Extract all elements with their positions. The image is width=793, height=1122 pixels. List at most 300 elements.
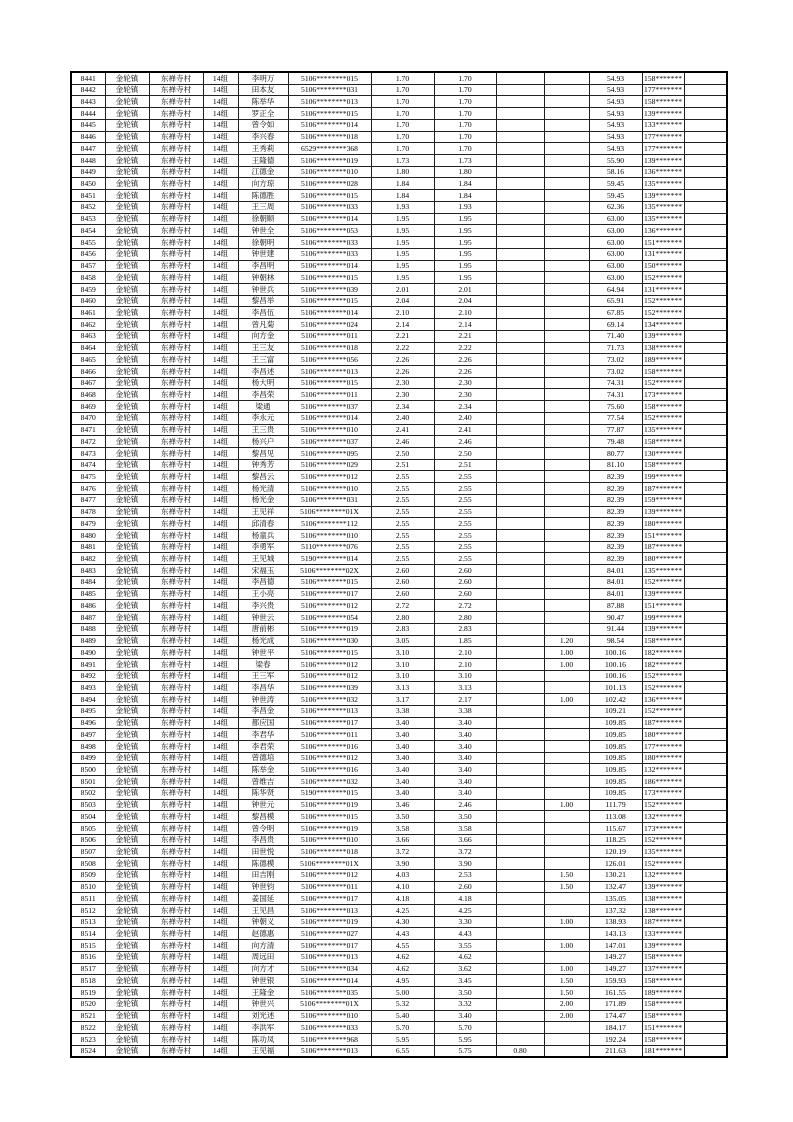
cell-group: 14组: [203, 670, 238, 682]
cell-num4: [544, 623, 589, 635]
cell-blank: [684, 248, 727, 260]
cell-num3: [496, 846, 544, 858]
cell-amount: 113.08: [589, 811, 642, 823]
cell-name: 陈举华: [238, 96, 288, 108]
cell-name: 陈功凤: [238, 1033, 288, 1045]
cell-town: 金轮镇: [105, 436, 149, 448]
cell-num2: 2.04: [434, 295, 496, 307]
cell-village: 东禅寺村: [149, 975, 203, 987]
cell-name: 钟世钧: [238, 881, 288, 893]
cell-blank: [684, 588, 727, 600]
cell-name: 宋福玉: [238, 565, 288, 577]
cell-num3: [496, 553, 544, 565]
cell-group: 14组: [203, 131, 238, 143]
cell-amount: 109.85: [589, 752, 642, 764]
cell-blank: [684, 436, 727, 448]
cell-num2: 5.70: [434, 1022, 496, 1034]
cell-town: 金轮镇: [105, 1022, 149, 1034]
cell-phone: 131*******: [642, 283, 684, 295]
cell-num3: [496, 975, 544, 987]
table-row: [71, 190, 727, 202]
cell-amount: 100.16: [589, 647, 642, 659]
cell-id_number: 5106********095: [288, 448, 371, 460]
cell-num4: 1.50: [544, 975, 589, 987]
cell-village: 东禅寺村: [149, 494, 203, 506]
cell-name: 王三贵: [238, 424, 288, 436]
cell-town: 金轮镇: [105, 401, 149, 413]
cell-phone: 133*******: [642, 928, 684, 940]
cell-index: 8477: [71, 494, 105, 506]
cell-group: 14组: [203, 600, 238, 612]
cell-num3: [496, 600, 544, 612]
cell-num3: [496, 682, 544, 694]
cell-num1: 2.30: [371, 377, 434, 389]
cell-group: 14组: [203, 530, 238, 542]
cell-index: 8522: [71, 1022, 105, 1034]
table-row: [71, 260, 727, 272]
cell-id_number: 5106********013: [288, 96, 371, 108]
table-row: [71, 201, 727, 213]
cell-name: 钟世涛: [238, 694, 288, 706]
cell-phone: 132*******: [642, 869, 684, 881]
cell-blank: [684, 260, 727, 272]
cell-index: 8520: [71, 998, 105, 1010]
cell-town: 金轮镇: [105, 319, 149, 331]
cell-num4: [544, 518, 589, 530]
cell-name: 李兴贵: [238, 600, 288, 612]
cell-phone: 139*******: [642, 623, 684, 635]
cell-village: 东禅寺村: [149, 799, 203, 811]
cell-num1: 2.21: [371, 330, 434, 342]
cell-id_number: 5106********053: [288, 225, 371, 237]
cell-index: 8504: [71, 811, 105, 823]
cell-town: 金轮镇: [105, 740, 149, 752]
cell-blank: [684, 295, 727, 307]
cell-id_number: 5106********016: [288, 740, 371, 752]
cell-town: 金轮镇: [105, 963, 149, 975]
cell-phone: 180*******: [642, 752, 684, 764]
cell-blank: [684, 635, 727, 647]
cell-blank: [684, 178, 727, 190]
cell-num1: 4.55: [371, 940, 434, 952]
cell-phone: 158*******: [642, 401, 684, 413]
cell-num4: [544, 787, 589, 799]
cell-group: 14组: [203, 260, 238, 272]
cell-phone: 173*******: [642, 823, 684, 835]
cell-phone: 158*******: [642, 1010, 684, 1022]
cell-amount: 67.85: [589, 307, 642, 319]
cell-index: 8513: [71, 916, 105, 928]
cell-group: 14组: [203, 705, 238, 717]
cell-num3: [496, 166, 544, 178]
cell-group: 14组: [203, 823, 238, 835]
cell-group: 14组: [203, 319, 238, 331]
cell-group: 14组: [203, 881, 238, 893]
cell-num3: [496, 424, 544, 436]
cell-num3: [496, 729, 544, 741]
cell-group: 14组: [203, 436, 238, 448]
cell-blank: [684, 424, 727, 436]
cell-amount: 126.01: [589, 858, 642, 870]
cell-num1: 1.70: [371, 96, 434, 108]
cell-group: 14组: [203, 412, 238, 424]
cell-num3: [496, 248, 544, 260]
cell-num1: 1.84: [371, 190, 434, 202]
cell-group: 14组: [203, 905, 238, 917]
table-row: [71, 342, 727, 354]
records-table: [70, 71, 728, 1058]
cell-num1: 2.04: [371, 295, 434, 307]
cell-id_number: 5106********010: [288, 1010, 371, 1022]
cell-phone: 152*******: [642, 576, 684, 588]
cell-amount: 143.13: [589, 928, 642, 940]
table-row: [71, 893, 727, 905]
table-row: [71, 740, 727, 752]
cell-blank: [684, 1045, 727, 1057]
cell-village: 东禅寺村: [149, 647, 203, 659]
cell-num2: 1.95: [434, 213, 496, 225]
cell-village: 东禅寺村: [149, 987, 203, 999]
table-row: [71, 401, 727, 413]
cell-group: 14组: [203, 658, 238, 670]
cell-num4: 1.00: [544, 916, 589, 928]
cell-num2: 5.95: [434, 1033, 496, 1045]
cell-id_number: 5106********032: [288, 776, 371, 788]
cell-amount: 137.32: [589, 905, 642, 917]
cell-village: 东禅寺村: [149, 612, 203, 624]
cell-amount: 111.79: [589, 799, 642, 811]
cell-amount: 54.93: [589, 131, 642, 143]
cell-name: 杨光清: [238, 483, 288, 495]
cell-num4: [544, 541, 589, 553]
cell-num4: [544, 401, 589, 413]
cell-num3: [496, 342, 544, 354]
cell-num3: [496, 740, 544, 752]
cell-num2: 2.55: [434, 518, 496, 530]
cell-num2: 1.84: [434, 190, 496, 202]
table-row: [71, 119, 727, 131]
cell-id_number: 5106********02X: [288, 565, 371, 577]
cell-blank: [684, 131, 727, 143]
cell-amount: 161.55: [589, 987, 642, 999]
table-row: [71, 330, 727, 342]
cell-phone: 159*******: [642, 494, 684, 506]
cell-num2: 2.46: [434, 436, 496, 448]
table-row: [71, 576, 727, 588]
cell-phone: 151*******: [642, 600, 684, 612]
cell-id_number: 5106********012: [288, 752, 371, 764]
cell-num2: 2.41: [434, 424, 496, 436]
cell-num2: 1.85: [434, 635, 496, 647]
cell-index: 8510: [71, 881, 105, 893]
cell-phone: 139*******: [642, 940, 684, 952]
cell-group: 14组: [203, 354, 238, 366]
cell-village: 东禅寺村: [149, 143, 203, 155]
cell-town: 金轮镇: [105, 530, 149, 542]
cell-blank: [684, 530, 727, 542]
cell-group: 14组: [203, 401, 238, 413]
cell-name: 江德金: [238, 166, 288, 178]
cell-amount: 63.00: [589, 225, 642, 237]
cell-num2: 1.70: [434, 143, 496, 155]
cell-id_number: 5106********015: [288, 272, 371, 284]
cell-index: 8484: [71, 576, 105, 588]
cell-index: 8488: [71, 623, 105, 635]
cell-id_number: 5106********019: [288, 623, 371, 635]
cell-num1: 2.41: [371, 424, 434, 436]
cell-town: 金轮镇: [105, 178, 149, 190]
cell-num4: [544, 448, 589, 460]
cell-group: 14组: [203, 494, 238, 506]
cell-num3: [496, 389, 544, 401]
cell-index: 8450: [71, 178, 105, 190]
cell-amount: 84.01: [589, 588, 642, 600]
cell-id_number: 5106********033: [288, 237, 371, 249]
cell-num2: 2.51: [434, 459, 496, 471]
cell-group: 14组: [203, 1033, 238, 1045]
cell-phone: 158*******: [642, 365, 684, 377]
cell-num2: 1.93: [434, 201, 496, 213]
cell-town: 金轮镇: [105, 1045, 149, 1057]
table-row: [71, 424, 727, 436]
cell-group: 14组: [203, 858, 238, 870]
cell-blank: [684, 576, 727, 588]
cell-town: 金轮镇: [105, 342, 149, 354]
cell-num3: [496, 705, 544, 717]
table-row: [71, 928, 727, 940]
cell-group: 14组: [203, 740, 238, 752]
cell-num4: [544, 295, 589, 307]
cell-num1: 2.51: [371, 459, 434, 471]
cell-num3: [496, 494, 544, 506]
cell-num1: 2.30: [371, 389, 434, 401]
cell-num4: [544, 96, 589, 108]
cell-id_number: 5106********031: [288, 494, 371, 506]
cell-num4: [544, 612, 589, 624]
cell-num1: 2.22: [371, 342, 434, 354]
cell-id_number: 5106********014: [288, 119, 371, 131]
cell-blank: [684, 143, 727, 155]
cell-num1: 3.38: [371, 705, 434, 717]
cell-id_number: 5106********015: [288, 190, 371, 202]
cell-num2: 3.40: [434, 764, 496, 776]
cell-name: 王隆德: [238, 155, 288, 167]
table-row: [71, 530, 727, 542]
cell-town: 金轮镇: [105, 237, 149, 249]
cell-village: 东禅寺村: [149, 72, 203, 84]
cell-village: 东禅寺村: [149, 600, 203, 612]
cell-num1: 3.40: [371, 776, 434, 788]
cell-id_number: 5106********013: [288, 365, 371, 377]
cell-town: 金轮镇: [105, 600, 149, 612]
cell-phone: 133*******: [642, 119, 684, 131]
cell-name: 李勇军: [238, 541, 288, 553]
cell-num4: [544, 155, 589, 167]
cell-num4: [544, 893, 589, 905]
cell-num2: 1.70: [434, 108, 496, 120]
cell-village: 东禅寺村: [149, 811, 203, 823]
cell-phone: 180*******: [642, 518, 684, 530]
cell-num1: 2.60: [371, 588, 434, 600]
cell-index: 8511: [71, 893, 105, 905]
cell-group: 14组: [203, 272, 238, 284]
cell-num3: [496, 576, 544, 588]
cell-name: 黎昌见: [238, 448, 288, 460]
cell-phone: 199*******: [642, 612, 684, 624]
cell-phone: 139*******: [642, 190, 684, 202]
cell-num2: 1.73: [434, 155, 496, 167]
cell-index: 8515: [71, 940, 105, 952]
cell-village: 东禅寺村: [149, 248, 203, 260]
cell-num1: 2.50: [371, 448, 434, 460]
cell-num1: 2.72: [371, 600, 434, 612]
cell-village: 东禅寺村: [149, 1022, 203, 1034]
cell-num1: 3.90: [371, 858, 434, 870]
cell-blank: [684, 600, 727, 612]
cell-name: 向方琼: [238, 178, 288, 190]
cell-id_number: 5106********032: [288, 694, 371, 706]
cell-num2: 3.38: [434, 705, 496, 717]
cell-num3: [496, 108, 544, 120]
table-row: [71, 647, 727, 659]
cell-amount: 54.93: [589, 72, 642, 84]
cell-village: 东禅寺村: [149, 283, 203, 295]
cell-id_number: 5106********968: [288, 1033, 371, 1045]
cell-num4: 1.00: [544, 963, 589, 975]
cell-index: 8475: [71, 471, 105, 483]
cell-village: 东禅寺村: [149, 846, 203, 858]
cell-town: 金轮镇: [105, 377, 149, 389]
cell-town: 金轮镇: [105, 565, 149, 577]
cell-village: 东禅寺村: [149, 576, 203, 588]
cell-blank: [684, 823, 727, 835]
cell-phone: 177*******: [642, 740, 684, 752]
cell-id_number: 5106********011: [288, 389, 371, 401]
cell-index: 8501: [71, 776, 105, 788]
cell-village: 东禅寺村: [149, 858, 203, 870]
cell-village: 东禅寺村: [149, 530, 203, 542]
cell-blank: [684, 201, 727, 213]
cell-blank: [684, 881, 727, 893]
cell-amount: 91.44: [589, 623, 642, 635]
cell-num3: [496, 119, 544, 131]
table-row: [71, 752, 727, 764]
cell-id_number: 5106********010: [288, 424, 371, 436]
cell-group: 14组: [203, 342, 238, 354]
cell-num4: [544, 319, 589, 331]
cell-phone: 152*******: [642, 799, 684, 811]
cell-id_number: 5106********010: [288, 834, 371, 846]
cell-group: 14组: [203, 553, 238, 565]
table-row: [71, 1033, 727, 1045]
cell-num1: 2.46: [371, 436, 434, 448]
cell-blank: [684, 307, 727, 319]
cell-blank: [684, 612, 727, 624]
cell-id_number: 5106********034: [288, 963, 371, 975]
cell-phone: 152*******: [642, 858, 684, 870]
cell-num4: [544, 377, 589, 389]
cell-amount: 115.67: [589, 823, 642, 835]
cell-phone: 152*******: [642, 670, 684, 682]
cell-phone: 132*******: [642, 764, 684, 776]
cell-index: 8465: [71, 354, 105, 366]
cell-group: 14组: [203, 717, 238, 729]
cell-village: 东禅寺村: [149, 905, 203, 917]
cell-blank: [684, 365, 727, 377]
cell-village: 东禅寺村: [149, 307, 203, 319]
cell-num4: [544, 823, 589, 835]
cell-blank: [684, 647, 727, 659]
cell-num3: [496, 225, 544, 237]
table-row: [71, 436, 727, 448]
table-row: [71, 377, 727, 389]
cell-index: 8502: [71, 787, 105, 799]
cell-id_number: 5106********029: [288, 459, 371, 471]
cell-group: 14组: [203, 541, 238, 553]
cell-blank: [684, 84, 727, 96]
cell-name: 李昌德: [238, 576, 288, 588]
cell-village: 东禅寺村: [149, 506, 203, 518]
cell-village: 东禅寺村: [149, 623, 203, 635]
cell-num3: [496, 178, 544, 190]
cell-village: 东禅寺村: [149, 670, 203, 682]
cell-town: 金轮镇: [105, 823, 149, 835]
cell-num4: 1.00: [544, 658, 589, 670]
cell-name: 唐前彬: [238, 623, 288, 635]
cell-blank: [684, 518, 727, 530]
cell-num1: 2.83: [371, 623, 434, 635]
cell-name: 王秀莉: [238, 143, 288, 155]
cell-blank: [684, 858, 727, 870]
cell-town: 金轮镇: [105, 330, 149, 342]
cell-town: 金轮镇: [105, 248, 149, 260]
cell-id_number: 5106********018: [288, 342, 371, 354]
cell-group: 14组: [203, 846, 238, 858]
cell-town: 金轮镇: [105, 506, 149, 518]
cell-group: 14组: [203, 389, 238, 401]
table-row: [71, 237, 727, 249]
cell-name: 曾令如: [238, 119, 288, 131]
cell-num4: 2.00: [544, 1010, 589, 1022]
cell-index: 8481: [71, 541, 105, 553]
cell-amount: 100.16: [589, 670, 642, 682]
cell-num1: 4.18: [371, 893, 434, 905]
cell-num1: 3.10: [371, 647, 434, 659]
cell-name: 杨童兵: [238, 530, 288, 542]
cell-town: 金轮镇: [105, 553, 149, 565]
cell-town: 金轮镇: [105, 705, 149, 717]
cell-blank: [684, 905, 727, 917]
cell-id_number: 5106********112: [288, 518, 371, 530]
cell-num4: [544, 119, 589, 131]
cell-group: 14组: [203, 576, 238, 588]
cell-num4: [544, 1033, 589, 1045]
cell-name: 都应国: [238, 717, 288, 729]
cell-index: 8498: [71, 740, 105, 752]
cell-phone: 151*******: [642, 530, 684, 542]
cell-village: 东禅寺村: [149, 483, 203, 495]
cell-town: 金轮镇: [105, 647, 149, 659]
cell-name: 王见祥: [238, 506, 288, 518]
cell-num3: [496, 260, 544, 272]
cell-num4: [544, 190, 589, 202]
cell-name: 田吉刚: [238, 869, 288, 881]
cell-num3: [496, 869, 544, 881]
cell-num3: [496, 354, 544, 366]
table-row: [71, 834, 727, 846]
table-row: [71, 143, 727, 155]
cell-blank: [684, 658, 727, 670]
